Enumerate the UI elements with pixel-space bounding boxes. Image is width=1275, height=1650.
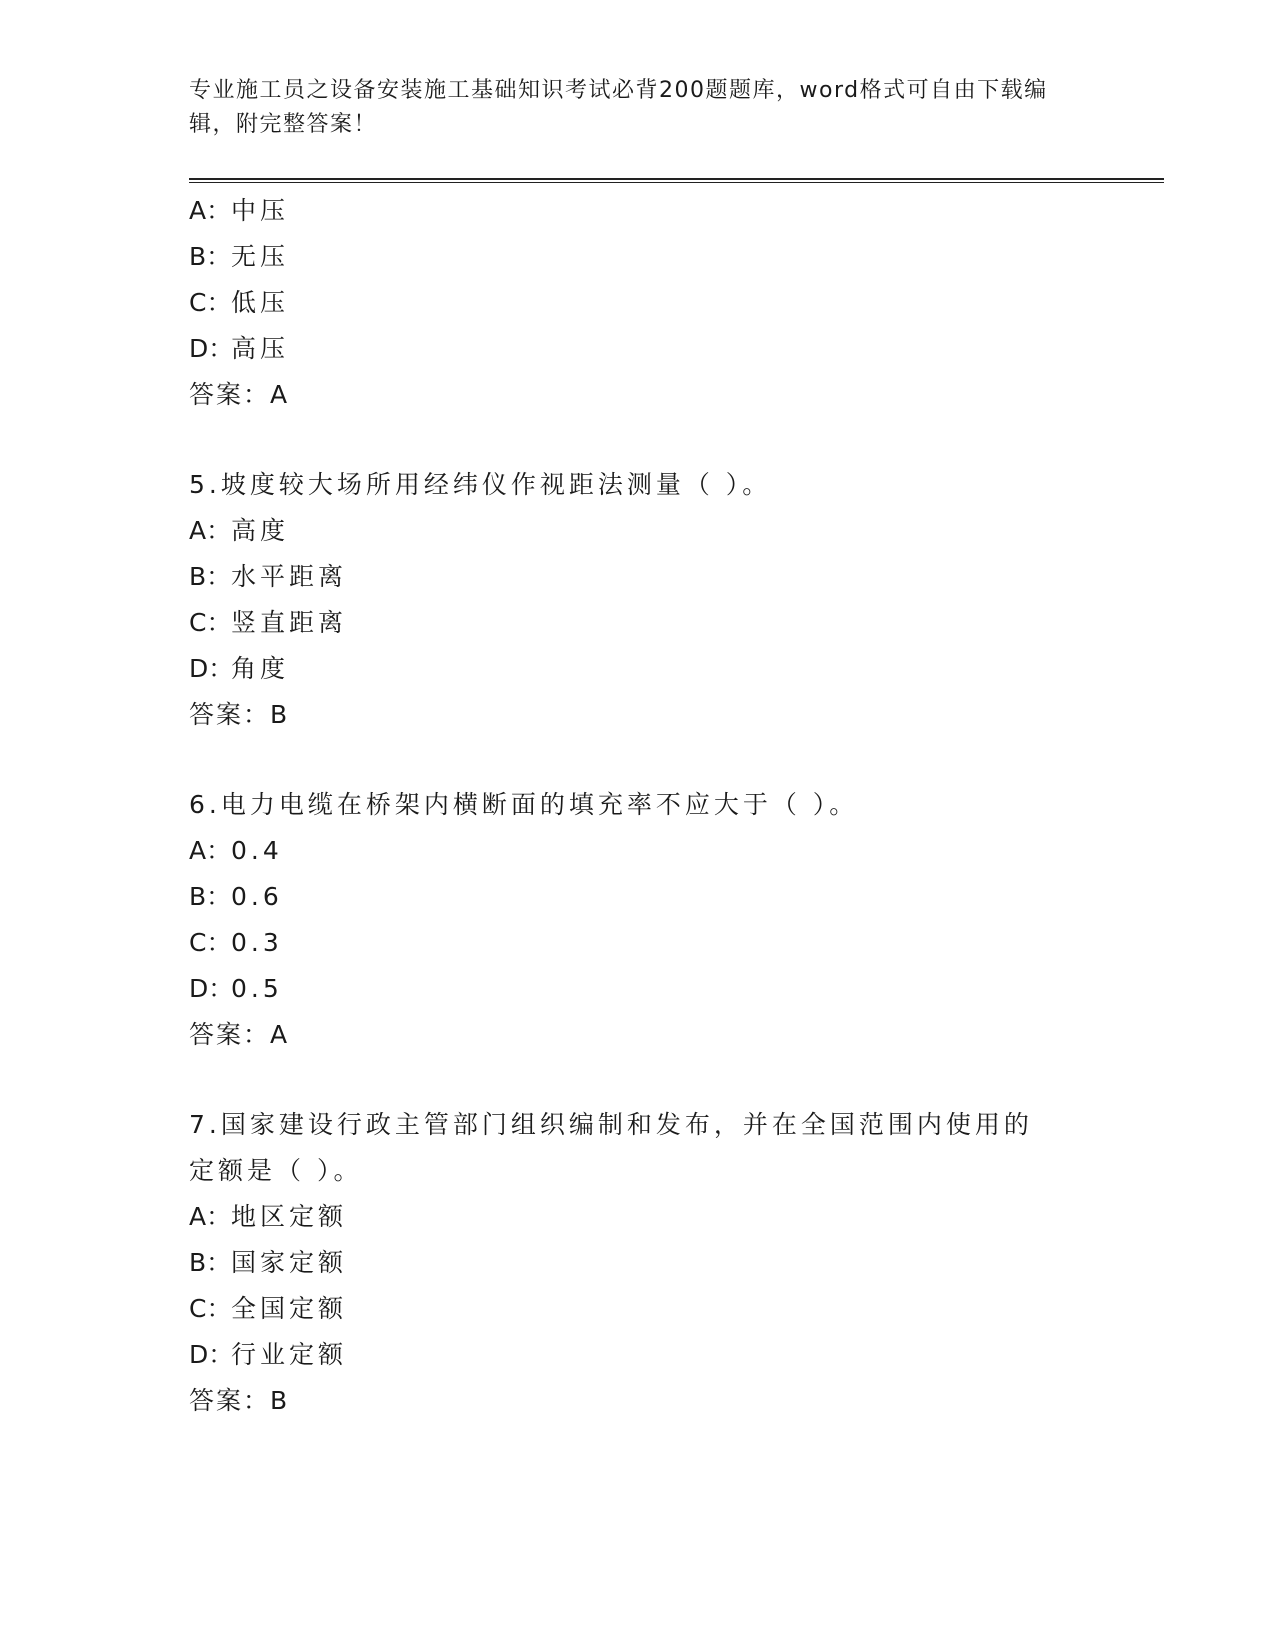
option-text: 行业定额 bbox=[231, 1340, 348, 1369]
question-stem: 6.电力电缆在桥架内横断面的填充率不应大于（ ）。 bbox=[189, 790, 859, 819]
option-letter: A： bbox=[189, 516, 232, 545]
option-text: 无压 bbox=[231, 242, 290, 271]
option-letter: C： bbox=[189, 608, 232, 637]
option-d bbox=[189, 1332, 1149, 1378]
option-letter: C： bbox=[189, 1294, 232, 1323]
option-c bbox=[189, 920, 1149, 966]
question-block-continued bbox=[189, 188, 1149, 418]
spacer bbox=[189, 418, 1149, 462]
option-letter: B： bbox=[189, 242, 232, 271]
option-a bbox=[189, 508, 1149, 554]
option-d bbox=[189, 646, 1149, 692]
answer-label: 答案： bbox=[189, 1386, 271, 1415]
option-b bbox=[189, 554, 1149, 600]
question-block-5 bbox=[189, 462, 1149, 738]
option-letter: D： bbox=[189, 974, 234, 1003]
option-letter: C： bbox=[189, 288, 232, 317]
answer-label: 答案： bbox=[189, 380, 271, 409]
spacer bbox=[189, 1058, 1149, 1102]
option-c bbox=[189, 1286, 1149, 1332]
option-d bbox=[189, 326, 1149, 372]
answer-line bbox=[189, 692, 1149, 738]
option-text: 中压 bbox=[231, 196, 290, 225]
question-stem: 5.坡度较大场所用经纬仪作视距法测量（ ）。 bbox=[189, 470, 772, 499]
option-b bbox=[189, 1240, 1149, 1286]
option-a bbox=[189, 828, 1149, 874]
option-letter: B： bbox=[189, 882, 232, 911]
answer-label: 答案： bbox=[189, 700, 271, 729]
header-divider bbox=[189, 178, 1164, 183]
option-text: 0.6 bbox=[231, 882, 283, 911]
answer-value: A bbox=[270, 380, 290, 409]
option-letter: A： bbox=[189, 1202, 232, 1231]
option-b bbox=[189, 234, 1149, 280]
option-text: 地区定额 bbox=[231, 1202, 348, 1231]
option-text: 0.5 bbox=[231, 974, 283, 1003]
option-letter: D： bbox=[189, 334, 234, 363]
option-c bbox=[189, 600, 1149, 646]
option-text: 竖直距离 bbox=[231, 608, 348, 637]
document-header: 专业施工员之设备安装施工基础知识考试必背200题题库，word格式可自由下载编辑，附完整答案！ bbox=[189, 78, 1048, 137]
option-text: 高压 bbox=[231, 334, 290, 363]
answer-label: 答案： bbox=[189, 1020, 271, 1049]
option-letter: D： bbox=[189, 1340, 234, 1369]
option-letter: B： bbox=[189, 1248, 232, 1277]
option-a bbox=[189, 188, 1149, 234]
question-block-6 bbox=[189, 782, 1149, 1058]
option-d bbox=[189, 966, 1149, 1012]
spacer bbox=[189, 738, 1149, 782]
answer-value: B bbox=[270, 1386, 290, 1415]
option-text: 高度 bbox=[231, 516, 290, 545]
answer-value: A bbox=[270, 1020, 290, 1049]
option-text: 水平距离 bbox=[231, 562, 348, 591]
option-c bbox=[189, 280, 1149, 326]
option-text: 0.4 bbox=[231, 836, 283, 865]
question-stem: 7.国家建设行政主管部门组织编制和发布，并在全国范围内使用的定额是（ ）。 bbox=[189, 1110, 1033, 1185]
option-letter: B： bbox=[189, 562, 232, 591]
option-text: 角度 bbox=[231, 654, 290, 683]
option-a bbox=[189, 1194, 1149, 1240]
question-list bbox=[189, 188, 1149, 1424]
option-letter: A： bbox=[189, 196, 232, 225]
option-b bbox=[189, 874, 1149, 920]
option-text: 0.3 bbox=[231, 928, 283, 957]
answer-line bbox=[189, 1378, 1149, 1424]
answer-line bbox=[189, 372, 1149, 418]
question-block-7 bbox=[189, 1102, 1149, 1424]
option-text: 国家定额 bbox=[231, 1248, 348, 1277]
option-letter: D： bbox=[189, 654, 234, 683]
option-text: 低压 bbox=[231, 288, 290, 317]
option-letter: A： bbox=[189, 836, 232, 865]
answer-line bbox=[189, 1012, 1149, 1058]
answer-value: B bbox=[270, 700, 290, 729]
option-letter: C： bbox=[189, 928, 232, 957]
option-text: 全国定额 bbox=[231, 1294, 348, 1323]
